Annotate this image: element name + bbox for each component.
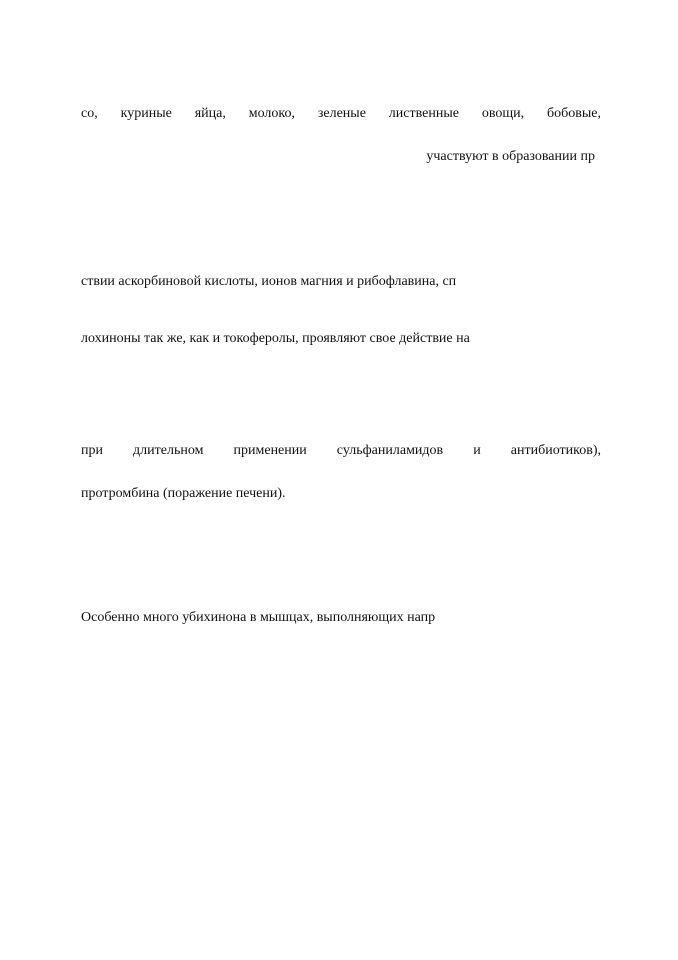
text-line: участвуют в образовании пр (426, 149, 595, 164)
text-line: протромбина (поражение печени). (81, 486, 286, 501)
text-line: со, куриные яйца, молоко, зеленые лиственные овощи, бобовые, (81, 106, 601, 121)
text-line: Особенно много убихинона в мышцах, выполняющих напр (81, 610, 436, 625)
text-line: лохиноны так же, как и токоферолы, проявляют свое действие на (81, 331, 470, 346)
text-line: при длительном применении сульфаниламидов и антибиотиков), (81, 443, 601, 458)
text-line: ствии аскорбиновой кислоты, ионов магния и рибофлавина, сп (81, 274, 457, 289)
